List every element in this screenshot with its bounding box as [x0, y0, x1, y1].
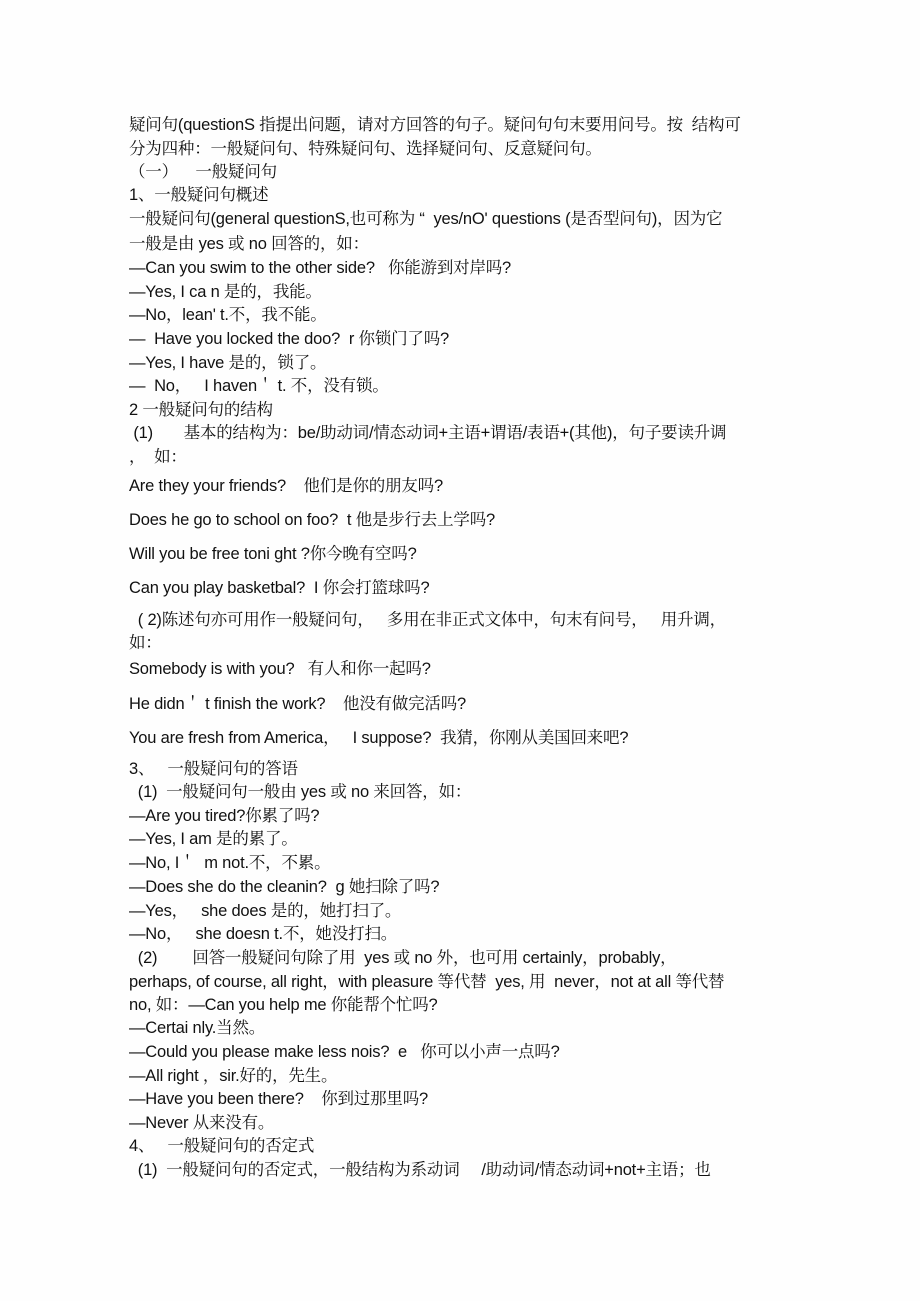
document-text-line: —No， she doesn t.不，她没打扫。 — [129, 925, 398, 943]
document-text-line: —Can you swim to the other side? 你能游到对岸吗? — [129, 259, 512, 277]
document-text-line: —Yes, I have 是的，锁了。 — [129, 354, 327, 372]
document-text-line: Are they your friends? 他们是你的朋友吗? — [129, 477, 443, 495]
document-text-line: —No, I＇ m not.不，不累。 — [129, 854, 331, 872]
document-text-line: —Have you been there? 你到过那里吗? — [129, 1090, 428, 1108]
document-text-line: Will you be free toni ght ?你今晚有空吗? — [129, 545, 417, 563]
document-text-line: 一般疑问句(general questionS,也可称为 “ yes/nO' questions (是否型问句)，因为它 — [129, 210, 723, 228]
document-text-line: —Certai nly.当然。 — [129, 1019, 266, 1037]
document-text-line: 一般是由 yes 或 no 回答的，如： — [129, 235, 369, 253]
document-text-line: （一） 一般疑问句 — [129, 163, 277, 181]
document-text-line: 3、 一般疑问句的答语 — [129, 760, 298, 778]
document-text-line: 2 一般疑问句的结构 — [129, 401, 273, 419]
document-text-line: (2) 回答一般疑问句除了用 yes 或 no 外，也可用 certainly，probably， — [129, 949, 677, 967]
document-text-line: (1) 一般疑问句一般由 yes 或 no 来回答，如： — [129, 783, 472, 801]
document-text-line: You are fresh from America， I suppose? 我猜，你刚从美国回来吧? — [129, 729, 629, 747]
document-text-line: Can you play basketbal? I 你会打篮球吗? — [129, 579, 430, 597]
document-text-line: —Could you please make less nois? e 你可以小声一点吗? — [129, 1043, 560, 1061]
document-text-line: —Does she do the cleanin? g 她扫除了吗? — [129, 878, 440, 896]
document-text-line: 分为四种：一般疑问句、特殊疑问句、选择疑问句、反意疑问句。 — [129, 140, 602, 158]
document-text-line: Does he go to school on foo? t 他是步行去上学吗? — [129, 511, 495, 529]
document-text-line: He didn＇ t finish the work? 他没有做完活吗? — [129, 695, 466, 713]
document-text-line: —No，lean' t.不，我不能。 — [129, 306, 327, 324]
document-text-line: — Have you locked the doo? r 你锁门了吗? — [129, 330, 449, 348]
document-text-line: 疑问句(questionS 指提出问题，请对方回答的句子。疑问句句末要用问号。按 结构可 — [129, 116, 741, 134]
document-text-line: (1) 一般疑问句的否定式，一般结构为系动词 /助动词/情态动词+not+主语；也 — [129, 1161, 711, 1179]
document-text-line: no, 如：—Can you help me 你能帮个忙吗? — [129, 996, 438, 1014]
document-text-line: —Are you tired?你累了吗? — [129, 807, 320, 825]
document-text-line: —Yes, I am 是的累了。 — [129, 830, 298, 848]
document-text-line: (1) 基本的结构为：be/助动词/情态动词+主语+谓语/表语+(其他)，句子要读升调 — [129, 424, 727, 442]
document-text-line: 1、一般疑问句概述 — [129, 186, 269, 204]
document-text-line: 如： — [129, 634, 162, 652]
document-text-line: ， 如： — [129, 448, 187, 466]
document-text-line: —All right ，sir.好的，先生。 — [129, 1067, 338, 1085]
document-text-line: —Yes， she does 是的，她打扫了。 — [129, 902, 402, 920]
document-text-line: —Yes, I ca n 是的，我能。 — [129, 283, 322, 301]
document-text-line: perhaps, of course, all right，with pleasure 等代替 yes, 用 never，not at all 等代替 — [129, 973, 725, 991]
document-text-line: —Never 从来没有。 — [129, 1114, 275, 1132]
document-text-line: — No， I haven＇ t. 不，没有锁。 — [129, 377, 389, 395]
document-text-line: Somebody is with you? 有人和你一起吗? — [129, 660, 431, 678]
document-text-line: 4、 一般疑问句的否定式 — [129, 1137, 315, 1155]
document-text-line: ( 2)陈述句亦可用作一般疑问句， 多用在非正式文体中，句末有问号， 用升调， — [129, 611, 726, 629]
